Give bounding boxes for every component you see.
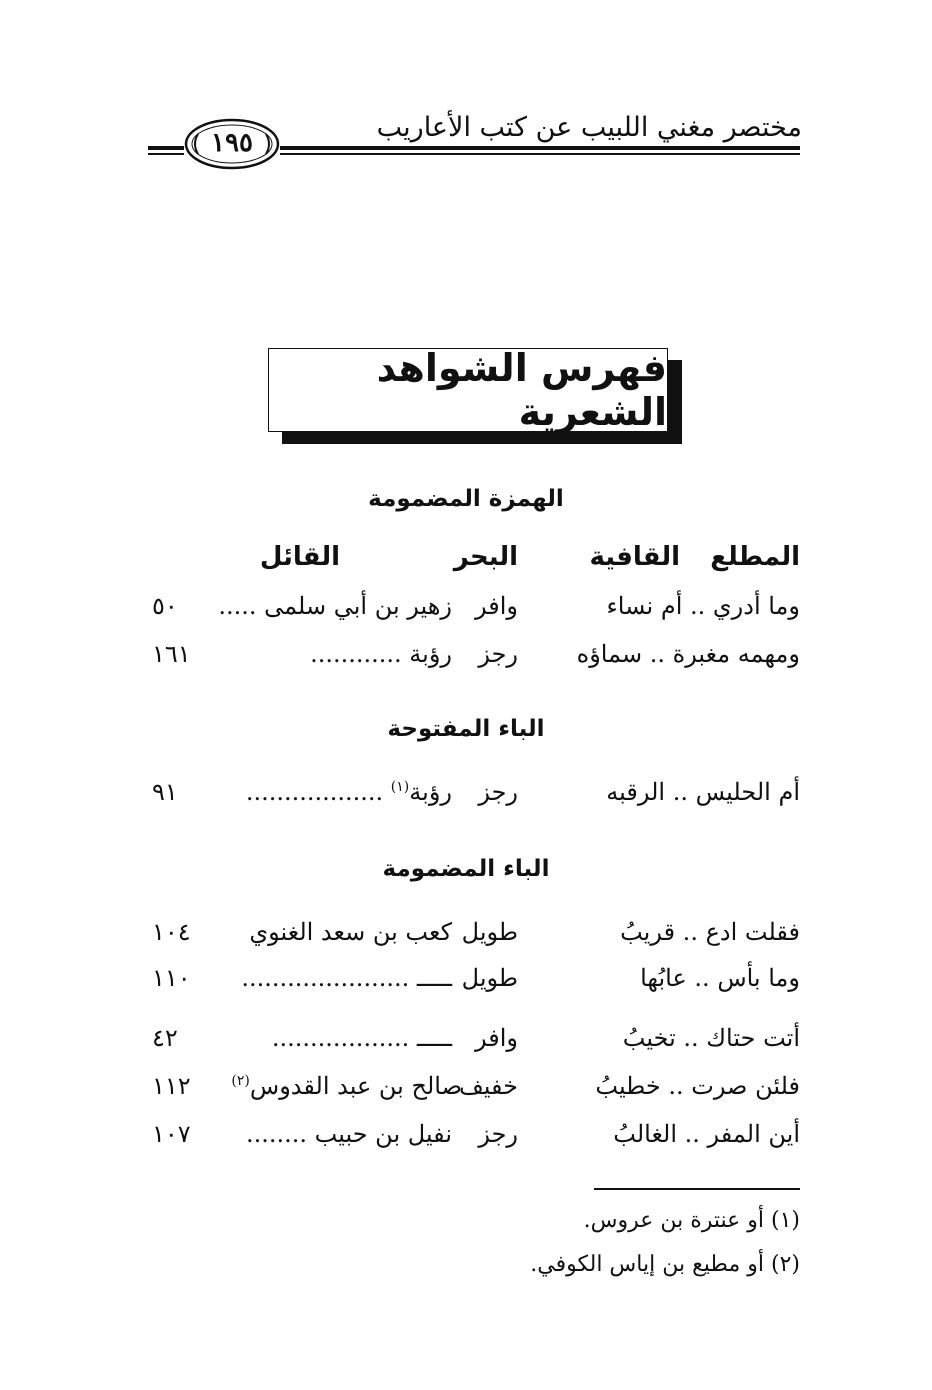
page-cell: ١١٠	[152, 964, 191, 992]
column-header-qafiya: القافية	[589, 542, 680, 572]
page-number: ١٩٥	[211, 128, 253, 158]
section-heading: الباء المفتوحة	[387, 716, 545, 742]
qail-name: رؤبة	[409, 778, 452, 806]
section-heading: الهمزة المضمومة	[368, 486, 564, 512]
qail-cell: ـــــ ......................	[241, 964, 452, 992]
matla-cell: وما أدري .. أم نساء	[606, 592, 800, 620]
bahr-cell: خفيف	[458, 1072, 518, 1100]
page-cell: ٥٠	[152, 592, 178, 620]
matla-cell: وما بأس .. عابُها	[640, 964, 800, 992]
table-row	[0, 918, 932, 958]
bahr-cell: رجز	[478, 640, 518, 668]
qail-cell: زهير بن أبي سلمى .....	[218, 592, 452, 620]
footnote: (١) أو عنترة بن عروس.	[583, 1208, 800, 1233]
column-header-qail: القائل	[259, 542, 340, 572]
matla-cell: أم الحليس .. الرقبه	[606, 778, 800, 806]
page-cell: ٤٢	[152, 1024, 178, 1052]
table-row	[0, 778, 932, 818]
column-headers	[0, 542, 932, 582]
header-rule-thin	[280, 153, 800, 155]
page-cell: ١١٢	[152, 1072, 191, 1100]
page-cell: ١٦١	[152, 640, 191, 668]
qail-name: صالح بن عبد القدوس	[249, 1072, 462, 1100]
qail-cell	[246, 778, 452, 806]
section-heading: الباء المضمومة	[382, 856, 550, 882]
matla-cell: ومهمه مغبرة .. سماؤه	[576, 640, 800, 668]
matla-cell: أين المفر .. الغالبُ	[613, 1120, 800, 1148]
table-row	[0, 964, 932, 1004]
matla-cell: أتت حتاك .. تخيبُ	[622, 1024, 800, 1052]
header-rule-left-thin	[148, 153, 184, 155]
matla-cell: فلئن صرت .. خطيبُ	[595, 1072, 800, 1100]
table-row	[0, 592, 932, 632]
page-cell: ٩١	[152, 778, 178, 806]
bahr-cell: طويل	[461, 964, 518, 992]
bahr-cell: طويل	[461, 918, 518, 946]
bahr-cell: رجز	[478, 1120, 518, 1148]
header-rule-left	[148, 146, 184, 150]
footnote: (٢) أو مطيع بن إياس الكوفي.	[530, 1252, 800, 1277]
page-cell: ١٠٧	[152, 1120, 191, 1148]
bahr-cell: رجز	[478, 778, 518, 806]
table-row	[0, 1120, 932, 1160]
table-row	[0, 1024, 932, 1064]
running-title: مختصر مغني اللبيب عن كتب الأعاريب	[376, 112, 802, 143]
page-title: فهرس الشواهد الشعرية	[268, 348, 668, 432]
matla-cell: فقلت ادع .. قريبُ	[620, 918, 800, 946]
qail-cell: رؤبة ............	[310, 640, 452, 668]
qail-cell: ـــــ ..................	[271, 1024, 452, 1052]
qail-cell: نفيل بن حبيب ........	[246, 1120, 452, 1148]
page-cell: ١٠٤	[152, 918, 191, 946]
table-row	[0, 1072, 932, 1112]
footnote-rule	[594, 1188, 800, 1190]
qail-dots: ..................	[245, 778, 391, 806]
qail-cell: كعب بن سعد الغنوي	[249, 918, 452, 946]
bahr-cell: وافر	[475, 592, 518, 620]
footnote-marker: (٢)	[231, 1073, 250, 1089]
qail-cell	[231, 1072, 462, 1100]
column-header-matla: المطلع	[710, 542, 800, 572]
bahr-cell: وافر	[475, 1024, 518, 1052]
footnote-marker: (١)	[390, 779, 410, 795]
column-header-bahr: البحر	[453, 542, 518, 572]
table-row	[0, 640, 932, 680]
header-rule	[280, 146, 800, 150]
